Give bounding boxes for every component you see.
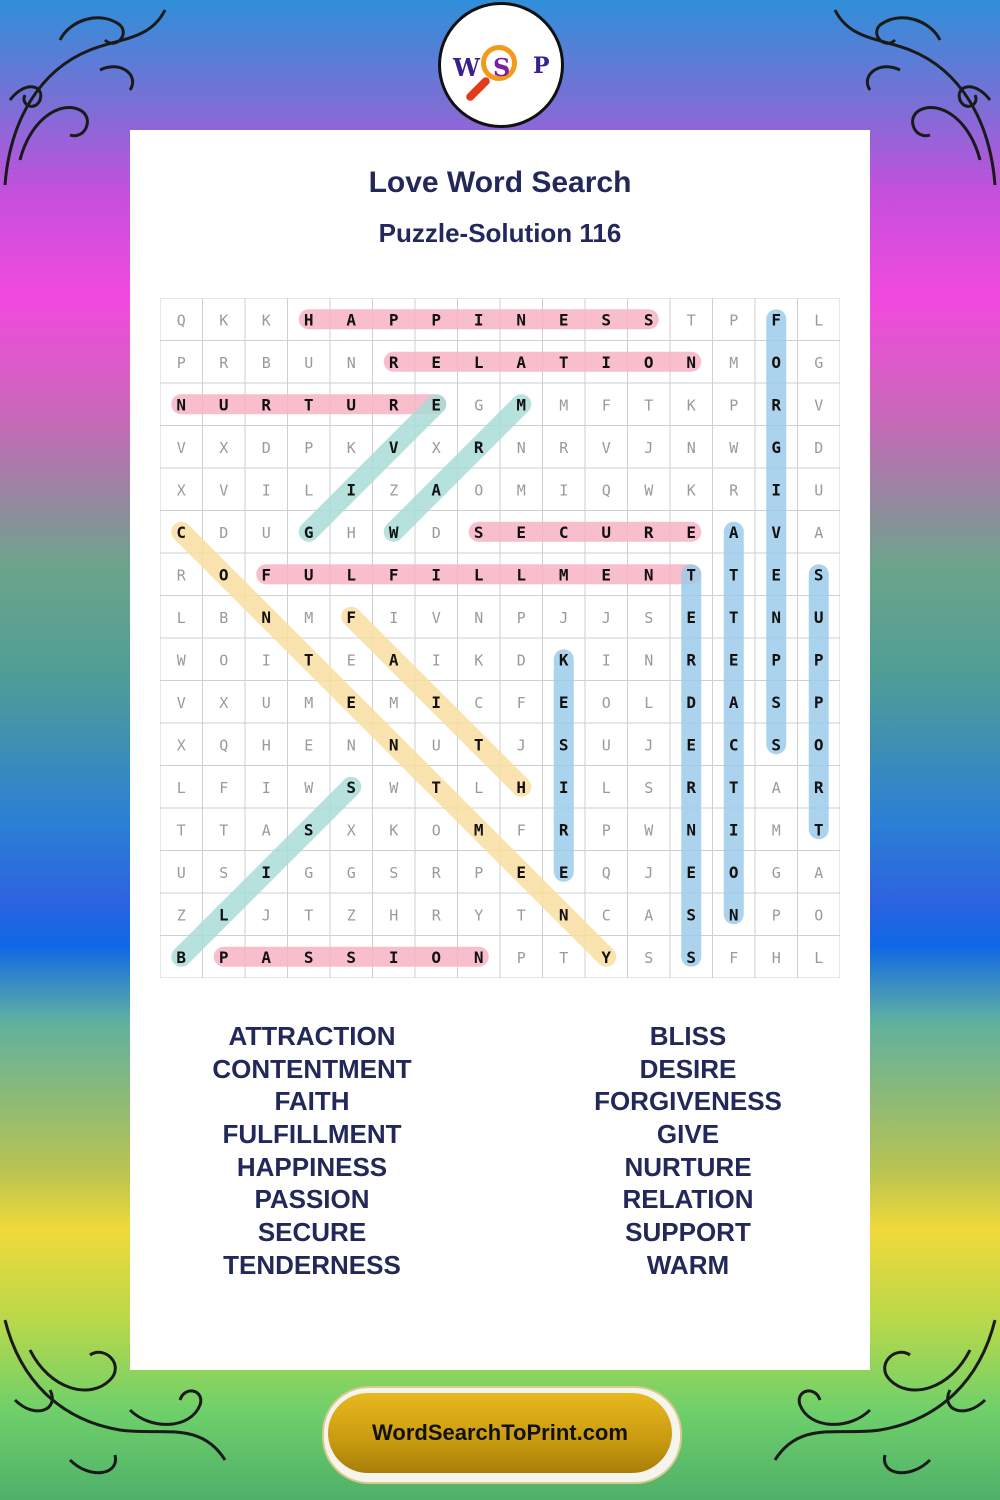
grid-cell[interactable]: I	[346, 480, 357, 500]
grid-cell[interactable]: N	[388, 735, 399, 755]
word-list-item: CONTENTMENT	[212, 1053, 412, 1084]
grid-cell[interactable]: F	[729, 948, 739, 967]
grid-cell[interactable]: D	[431, 523, 441, 542]
grid-cell[interactable]: F	[346, 607, 357, 627]
grid-cell[interactable]: E	[771, 565, 782, 585]
grid-cell[interactable]: O	[474, 481, 484, 500]
grid-cell[interactable]: T	[559, 948, 569, 967]
grid-cell[interactable]: I	[261, 862, 272, 882]
page-subtitle: Puzzle-Solution 116	[378, 218, 622, 248]
grid-cell[interactable]: S	[643, 310, 654, 330]
grid-cell[interactable]: S	[644, 608, 654, 627]
grid-cell[interactable]: F	[388, 565, 399, 585]
grid-cell[interactable]: M	[304, 608, 314, 627]
grid-cell[interactable]: Q	[176, 311, 186, 330]
grid-cell[interactable]: C	[728, 735, 739, 755]
grid-cell[interactable]: L	[601, 778, 611, 797]
grid-cell[interactable]: A	[728, 692, 739, 712]
word-list-item: TENDERNESS	[223, 1249, 401, 1280]
grid-cell[interactable]: Y	[601, 947, 612, 967]
grid-cell[interactable]: U	[431, 736, 441, 755]
grid-cell[interactable]: R	[558, 820, 569, 840]
grid-cell[interactable]: V	[814, 396, 824, 415]
grid-cell[interactable]: X	[219, 438, 229, 457]
grid-cell[interactable]: U	[304, 353, 314, 372]
grid-cell[interactable]: S	[813, 565, 824, 585]
grid-cell[interactable]: T	[303, 395, 314, 415]
grid-cell[interactable]: T	[431, 777, 442, 797]
grid-cell[interactable]: R	[813, 777, 824, 797]
grid-cell[interactable]: V	[219, 481, 229, 500]
grid-cell[interactable]: E	[516, 522, 527, 542]
grid-cell[interactable]: W	[176, 651, 186, 670]
grid-cell[interactable]: V	[771, 522, 782, 542]
grid-cell[interactable]: H	[261, 736, 271, 755]
grid-cell[interactable]: R	[431, 906, 441, 925]
grid-cell[interactable]: O	[728, 862, 739, 882]
grid-cell[interactable]: S	[219, 863, 229, 882]
grid-cell[interactable]: R	[176, 566, 186, 585]
word-list-item: WARM	[646, 1249, 730, 1280]
grid-cell[interactable]: H	[516, 777, 527, 797]
word-list-item: BLISS	[649, 1021, 727, 1051]
grid-cell[interactable]: V	[601, 438, 611, 457]
grid-cell[interactable]: M	[516, 481, 526, 500]
grid-cell[interactable]: I	[558, 777, 569, 797]
grid-cell[interactable]: I	[431, 651, 441, 670]
grid-cell[interactable]: Y	[474, 906, 484, 925]
grid-cell[interactable]: F	[516, 693, 526, 712]
grid-cell[interactable]: J	[644, 438, 654, 457]
grid-cell[interactable]: G	[814, 353, 824, 372]
grid-cell[interactable]: L	[644, 693, 654, 712]
grid-cell[interactable]: I	[261, 651, 271, 670]
grid-cell[interactable]: S	[601, 310, 612, 330]
grid-cell[interactable]: Q	[601, 863, 611, 882]
logo-letter-w: W	[453, 53, 480, 82]
grid-cell[interactable]: W	[644, 481, 654, 500]
word-list-item: HAPPINESS	[236, 1151, 388, 1182]
grid-cell[interactable]: V	[176, 693, 186, 712]
grid-cell[interactable]: S	[686, 947, 697, 967]
grid-cell[interactable]: L	[218, 905, 229, 925]
word-list-item: FORGIVENESS	[594, 1086, 782, 1117]
grid-cell[interactable]: P	[813, 650, 824, 670]
grid-cell[interactable]: K	[346, 438, 356, 457]
grid-cell[interactable]: S	[558, 735, 569, 755]
grid-cell[interactable]: N	[686, 438, 696, 457]
grid-cell[interactable]: I	[601, 352, 612, 372]
grid-cell[interactable]: M	[729, 353, 739, 372]
grid-cell[interactable]: K	[474, 651, 484, 670]
grid-cell[interactable]: M	[473, 820, 484, 840]
grid-cell[interactable]: D	[516, 651, 526, 670]
grid-cell[interactable]: E	[304, 736, 314, 755]
grid-cell[interactable]: J	[644, 863, 654, 882]
grid-cell[interactable]: I	[261, 778, 271, 797]
grid-cell[interactable]: S	[771, 692, 782, 712]
grid-cell[interactable]: N	[644, 651, 654, 670]
grid-cell[interactable]: J	[601, 608, 611, 627]
grid-cell[interactable]: U	[218, 395, 229, 415]
grid-cell[interactable]: I	[771, 480, 782, 500]
grid-cell[interactable]: A	[516, 352, 527, 372]
word-list-item: SUPPORT	[625, 1217, 751, 1248]
grid-cell[interactable]: H	[771, 948, 781, 967]
grid-cell[interactable]: I	[389, 608, 399, 627]
grid-cell[interactable]: T	[304, 906, 314, 925]
grid-cell[interactable]: W	[644, 821, 654, 840]
grid-cell[interactable]: U	[814, 481, 824, 500]
grid-cell[interactable]: N	[474, 608, 484, 627]
grid-cell[interactable]: L	[473, 565, 484, 585]
grid-cell[interactable]: A	[814, 863, 824, 882]
grid-cell[interactable]: R	[261, 395, 272, 415]
grid-cell[interactable]: L	[473, 352, 484, 372]
grid-cell[interactable]: F	[261, 565, 272, 585]
grid-cell[interactable]: U	[601, 736, 611, 755]
grid-cell[interactable]: C	[558, 522, 569, 542]
grid-cell[interactable]: N	[516, 310, 527, 330]
grid-cell[interactable]: K	[389, 821, 399, 840]
grid-cell[interactable]: X	[346, 821, 356, 840]
grid-cell[interactable]: U	[176, 863, 186, 882]
grid-cell[interactable]: D	[261, 438, 271, 457]
grid-cell[interactable]: P	[771, 906, 781, 925]
grid-cell[interactable]: R	[686, 650, 697, 670]
grid-cell[interactable]: S	[346, 777, 357, 797]
word-list-item: NURTURE	[624, 1151, 752, 1182]
logo-letter-p: P	[533, 53, 550, 79]
grid-cell[interactable]: U	[346, 395, 357, 415]
grid-cell[interactable]: E	[558, 692, 569, 712]
grid-cell[interactable]: X	[176, 736, 186, 755]
grid-cell[interactable]: X	[219, 693, 229, 712]
grid-cell[interactable]: E	[686, 607, 697, 627]
grid-cell[interactable]: P	[516, 948, 526, 967]
grid-cell[interactable]: E	[431, 352, 442, 372]
word-list-right	[538, 1020, 838, 1282]
grid-cell[interactable]: A	[771, 778, 781, 797]
site-link-button[interactable]	[322, 1386, 682, 1484]
grid-cell[interactable]: A	[388, 650, 399, 670]
grid-cell[interactable]: P	[813, 692, 824, 712]
grid-cell[interactable]: O	[431, 947, 442, 967]
grid-cell[interactable]: C	[474, 693, 484, 712]
grid-cell[interactable]: L	[814, 311, 824, 330]
grid-cell[interactable]: H	[346, 523, 356, 542]
word-list-item: SECURE	[257, 1217, 367, 1248]
grid-cell[interactable]: E	[601, 565, 612, 585]
grid-cell[interactable]: A	[431, 480, 442, 500]
grid-cell[interactable]: M	[304, 693, 314, 712]
grid-cell[interactable]: N	[558, 905, 569, 925]
grid-cell[interactable]: M	[771, 821, 781, 840]
grid-cell[interactable]: T	[813, 820, 824, 840]
grid-cell[interactable]: T	[686, 565, 697, 585]
grid-cell[interactable]: U	[601, 522, 612, 542]
grid-cell[interactable]: N	[728, 905, 739, 925]
grid-cell[interactable]: N	[686, 820, 697, 840]
grid-cell[interactable]: G	[346, 863, 356, 882]
grid-cell[interactable]: P	[601, 821, 611, 840]
grid-cell[interactable]: S	[644, 948, 654, 967]
grid-cell[interactable]: A	[261, 821, 271, 840]
grid-cell[interactable]: C	[176, 522, 187, 542]
grid-cell[interactable]: K	[558, 650, 569, 670]
word-list-left	[162, 1020, 462, 1282]
grid-cell[interactable]: L	[474, 778, 484, 797]
grid-cell[interactable]: P	[388, 310, 399, 330]
grid-cell[interactable]: E	[686, 522, 697, 542]
grid-cell[interactable]: N	[261, 607, 272, 627]
logo-letter-s: S	[493, 53, 511, 82]
grid-cell[interactable]: B	[219, 608, 229, 627]
grid-cell[interactable]: I	[473, 310, 484, 330]
grid-cell[interactable]: N	[473, 947, 484, 967]
grid-cell[interactable]: J	[261, 906, 271, 925]
grid-cell[interactable]: P	[771, 650, 782, 670]
grid-cell[interactable]: R	[686, 777, 697, 797]
grid-cell[interactable]: R	[643, 522, 654, 542]
grid-cell[interactable]: E	[516, 862, 527, 882]
grid-cell[interactable]: K	[261, 311, 271, 330]
grid-cell[interactable]: O	[218, 565, 229, 585]
grid-cell[interactable]: L	[814, 948, 824, 967]
grid-cell[interactable]: R	[473, 437, 484, 457]
grid-cell[interactable]: E	[346, 692, 357, 712]
grid-cell[interactable]: E	[431, 395, 442, 415]
grid-cell[interactable]: E	[346, 651, 356, 670]
grid-cell[interactable]: A	[728, 522, 739, 542]
grid-cell[interactable]: L	[176, 608, 186, 627]
grid-cell[interactable]: P	[431, 310, 442, 330]
word-list-item: FULFILLMENT	[222, 1119, 402, 1150]
grid-cell[interactable]: B	[261, 353, 271, 372]
grid-cell[interactable]: T	[644, 396, 654, 415]
grid-cell[interactable]: O	[219, 651, 229, 670]
grid-cell[interactable]: W	[389, 778, 399, 797]
grid-cell[interactable]: G	[304, 863, 314, 882]
grid-cell[interactable]: P	[218, 947, 229, 967]
grid-cell[interactable]: T	[473, 735, 484, 755]
grid-cell[interactable]: M	[389, 693, 399, 712]
grid-cell[interactable]: G	[303, 522, 314, 542]
grid-cell[interactable]: N	[176, 395, 187, 415]
grid-cell[interactable]: P	[474, 863, 484, 882]
site-logo[interactable]	[438, 2, 564, 128]
grid-cell[interactable]: S	[389, 863, 399, 882]
grid-cell[interactable]: S	[303, 947, 314, 967]
grid-cell[interactable]: F	[601, 396, 611, 415]
grid-cell[interactable]: P	[304, 438, 314, 457]
grid-cell[interactable]: M	[516, 395, 527, 415]
grid-cell[interactable]: I	[601, 651, 611, 670]
grid-cell[interactable]: T	[176, 821, 186, 840]
grid-cell[interactable]: O	[601, 693, 611, 712]
grid-cell[interactable]: I	[388, 947, 399, 967]
grid-cell[interactable]: V	[431, 608, 441, 627]
grid-cell[interactable]: X	[431, 438, 441, 457]
grid-cell[interactable]: J	[516, 736, 526, 755]
grid-cell[interactable]: I	[431, 692, 442, 712]
grid-cell[interactable]: U	[261, 693, 271, 712]
grid-cell[interactable]: T	[728, 565, 739, 585]
grid-cell[interactable]: T	[558, 352, 569, 372]
grid-cell[interactable]: G	[771, 437, 782, 457]
grid-cell[interactable]: G	[474, 396, 484, 415]
grid-cell[interactable]: M	[558, 565, 569, 585]
grid-cell[interactable]: A	[346, 310, 357, 330]
grid-cell[interactable]: G	[771, 863, 781, 882]
grid-cell[interactable]: N	[516, 438, 526, 457]
grid-cell[interactable]: T	[303, 650, 314, 670]
grid-cell[interactable]: A	[644, 906, 654, 925]
grid-cell[interactable]: F	[219, 778, 229, 797]
grid-cell[interactable]: P	[176, 353, 186, 372]
grid-cell[interactable]: O	[431, 821, 441, 840]
grid-cell[interactable]: P	[729, 396, 739, 415]
grid-cell[interactable]: T	[516, 906, 526, 925]
grid-cell[interactable]: U	[813, 607, 824, 627]
grid-cell[interactable]: Z	[346, 906, 356, 925]
grid-cell[interactable]: E	[728, 650, 739, 670]
grid-cell[interactable]: S	[686, 905, 697, 925]
grid-cell[interactable]: T	[686, 311, 696, 330]
grid-cell[interactable]: F	[771, 310, 782, 330]
grid-cell[interactable]: H	[389, 906, 399, 925]
grid-cell[interactable]: O	[814, 906, 824, 925]
grid-cell[interactable]: F	[516, 821, 526, 840]
grid-cell[interactable]: S	[303, 820, 314, 840]
grid-cell[interactable]: S	[644, 778, 654, 797]
grid-cell[interactable]: L	[304, 481, 314, 500]
grid-cell[interactable]: V	[388, 437, 399, 457]
grid-cell[interactable]: T	[728, 607, 739, 627]
grid-cell[interactable]: R	[431, 863, 441, 882]
grid-cell[interactable]: B	[176, 947, 187, 967]
grid-cell[interactable]: L	[346, 565, 357, 585]
grid-cell[interactable]: V	[176, 438, 186, 457]
grid-cell[interactable]: S	[346, 947, 357, 967]
grid-cell[interactable]: J	[559, 608, 569, 627]
grid-cell[interactable]: I	[559, 481, 569, 500]
grid-cell[interactable]: W	[304, 778, 314, 797]
grid-cell[interactable]: I	[261, 481, 271, 500]
word-list-item: DESIRE	[639, 1053, 737, 1084]
grid-cell[interactable]: I	[728, 820, 739, 840]
grid-cell[interactable]: P	[516, 608, 526, 627]
grid-cell[interactable]: X	[176, 481, 186, 500]
grid-cell[interactable]: Q	[219, 736, 229, 755]
grid-cell[interactable]: T	[219, 821, 229, 840]
grid-cell[interactable]: N	[686, 352, 697, 372]
grid-cell[interactable]: K	[219, 311, 229, 330]
grid-cell[interactable]: E	[686, 735, 697, 755]
grid-cell[interactable]: U	[303, 565, 314, 585]
grid-cell[interactable]: H	[303, 310, 314, 330]
grid-cell[interactable]: O	[643, 352, 654, 372]
grid-cell[interactable]: E	[558, 862, 569, 882]
grid-cell[interactable]: E	[558, 310, 569, 330]
word-list-item: FAITH	[274, 1086, 350, 1117]
page-title: Love Word Search	[368, 166, 632, 199]
grid-cell[interactable]: N	[643, 565, 654, 585]
grid-canvas	[160, 298, 840, 978]
grid-cell[interactable]: K	[686, 481, 696, 500]
grid-cell[interactable]: E	[686, 862, 697, 882]
grid-cell[interactable]: Z	[176, 906, 186, 925]
grid-cell[interactable]: S	[771, 735, 782, 755]
grid-cell[interactable]: R	[219, 353, 229, 372]
grid-cell[interactable]: O	[771, 352, 782, 372]
grid-cell[interactable]: Z	[389, 481, 399, 500]
grid-cell[interactable]: L	[176, 778, 186, 797]
grid-cell[interactable]: C	[601, 906, 611, 925]
grid-cell[interactable]: L	[516, 565, 527, 585]
grid-cell[interactable]: Q	[601, 481, 611, 500]
site-link-label[interactable]: WordSearchToPrint.com	[328, 1393, 672, 1473]
grid-cell[interactable]: M	[559, 396, 569, 415]
grid-cell[interactable]: A	[814, 523, 824, 542]
grid-cell[interactable]: R	[771, 395, 782, 415]
grid-cell[interactable]: K	[686, 396, 696, 415]
grid-cell[interactable]: T	[728, 777, 739, 797]
grid-cell[interactable]: D	[219, 523, 229, 542]
grid-cell[interactable]: A	[261, 947, 272, 967]
grid-cell[interactable]: R	[729, 481, 739, 500]
grid-cell[interactable]: W	[388, 522, 399, 542]
grid-cell[interactable]: D	[814, 438, 824, 457]
grid-cell[interactable]: N	[346, 736, 356, 755]
grid-cell[interactable]: P	[729, 311, 739, 330]
grid-cell[interactable]: N	[346, 353, 356, 372]
word-list-item: GIVE	[656, 1119, 720, 1150]
word-list-item: RELATION	[622, 1184, 754, 1215]
word-list-item: ATTRACTION	[228, 1021, 396, 1051]
grid-cell[interactable]: S	[473, 522, 484, 542]
word-list-item: PASSION	[254, 1184, 370, 1215]
grid-cell[interactable]: R	[559, 438, 569, 457]
grid-cell[interactable]: W	[729, 438, 739, 457]
grid-cell[interactable]: U	[261, 523, 271, 542]
grid-cell[interactable]: J	[644, 736, 654, 755]
word-search-grid	[160, 298, 840, 978]
grid-cell[interactable]: I	[431, 565, 442, 585]
grid-cell[interactable]: N	[771, 607, 782, 627]
grid-cell[interactable]: D	[686, 692, 697, 712]
grid-cell[interactable]: R	[388, 395, 399, 415]
grid-cell[interactable]: O	[813, 735, 824, 755]
grid-cell[interactable]: R	[388, 352, 399, 372]
